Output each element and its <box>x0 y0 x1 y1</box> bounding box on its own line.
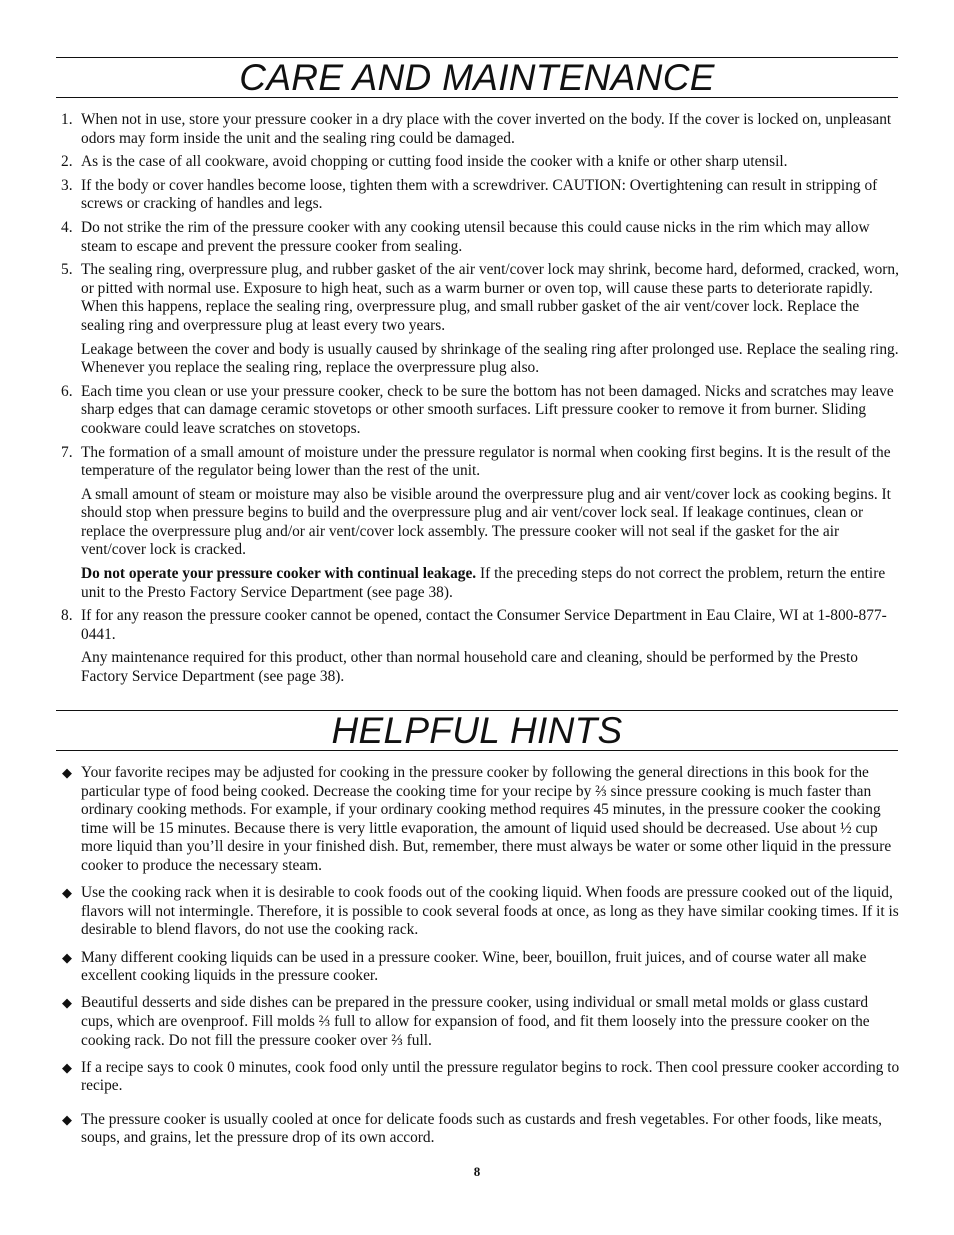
hint-item-4 <box>56 994 902 1050</box>
hint-text: Many different cooking liquids can be used in a pressure cooker. Wine, beer, bouillon, fruit juices, and of course water all make excellent cooking liquids in the pressure cooker. <box>81 948 867 985</box>
care-item-number: 1. <box>61 111 73 128</box>
care-item-extra: Any maintenance required for this product, other than normal household care and cleaning, should be performed by the Presto Factory Service Department (see page 38). <box>81 649 858 686</box>
hint-text: Use the cooking rack when it is desirable to cook foods out of the cooking liquid. When foods are pressure cooked out of the liquid, flavors will not intermingle. Therefore, it is possible to cook several foods at once, as long as they have similar cooking times. If it is desirable to blend flavors, do not use the cooking rack. <box>81 884 899 939</box>
care-item-6 <box>56 383 902 439</box>
page-number: 8 <box>473 1164 481 1179</box>
diamond-bullet-icon: ◆ <box>62 949 72 965</box>
care-item-text: When not in use, store your pressure cooker in a dry place with the cover inverted on the body. If the cover is locked on, unpleasant odors may form inside the unit and the sealing ring could be damaged. <box>81 111 892 147</box>
diamond-bullet-icon: ◆ <box>62 885 72 901</box>
care-list <box>56 111 902 687</box>
care-item-extra: A small amount of steam or moisture may also be visible around the overpressure plug and air vent/cover lock as cooking begins. It should stop when pressure begins to build and the overpressure plug and air vent/cover lock seal. If leakage continues, clean or replace the overpressure plug and/or air vent/cover lock assembly. The pressure cooker will not seal if the gasket for the air vent/cover lock is cracked. <box>81 485 891 559</box>
care-item-number: 5. <box>61 261 73 279</box>
care-item-text: As is the case of all cookware, avoid chopping or cutting food inside the cooker with a knife or other sharp utensil. <box>81 153 788 171</box>
care-item-1 <box>56 111 902 148</box>
care-item-number: 7. <box>61 443 73 461</box>
care-item-text: Do not strike the rim of the pressure cooker with any cooking utensil because this could cause nicks in the rim which may allow steam to escape and prevent the pressure cooker from sealing. <box>81 218 870 255</box>
care-item-text: If the body or cover handles become loose, tighten them with a screwdriver. CAUTION: Overtightening can result in stripping of screws or cracking of handles and legs. <box>81 176 878 213</box>
hint-item-6 <box>56 1111 902 1148</box>
diamond-bullet-icon: ◆ <box>62 1111 72 1127</box>
care-item-text: Each time you clean or use your pressure cooker, check to be sure the bottom has not been damaged. Nicks and scratches may leave sharp edges that can damage ceramic stovetops or other smooth surfaces. Lift pressure cooker to remove it from burner. Sliding cookware could leave scratches on stovetops. <box>81 382 894 437</box>
hint-item-1 <box>56 764 902 876</box>
care-item-number: 6. <box>61 382 73 400</box>
care-title: CARE AND MAINTENANCE <box>239 57 715 98</box>
hints-title: HELPFUL HINTS <box>331 710 623 751</box>
hint-item-2 <box>56 884 902 940</box>
care-item-text: The sealing ring, overpressure plug, and rubber gasket of the air vent/cover lock may shrink, become hard, deformed, cracked, worn, or pitted with normal use. Exposure to high heat, such as a warm burner or oven top, will cause these parts to deteriorate rapidly. When this happens, replace the sealing ring, overpressure plug, and small rubber gasket of the air vent/cover lock. Replace the sealing ring and overpressure plug at least every two years. <box>81 261 899 334</box>
hints-list <box>56 764 902 1148</box>
care-item-8 <box>56 607 902 686</box>
care-warning-rest: If the preceding steps do not correct the problem, return the entire unit to the Presto Factory Service Department (see page 38). <box>81 565 886 601</box>
diamond-bullet-icon: ◆ <box>62 1059 72 1075</box>
care-item-extra: Leakage between the cover and body is usually caused by shrinkage of the sealing ring after prolonged use. Replace the sealing ring. Whenever you replace the sealing ring, replace the overpressure plug also. <box>81 340 899 377</box>
hint-text: Your favorite recipes may be adjusted for cooking in the pressure cooker by following the general directions in this book for the particular type of food being cooked. Decrease the cooking time for your recipe by ⅔ since pressure cooking is much faster than ordinary cooking methods. For example, if your ordinary cooking method requires 45 minutes, in the pressure cooker the cooking time will be 15 minutes. Because there is very little evaporation, the amount of liquid used should be decreased. Use about ½ cup more liquid than you’ll desire in your finished dish. But, remember, there must always be water or some other liquid in the pressure cooker to produce the necessary steam. <box>81 764 892 874</box>
care-item-text: The formation of a small amount of moisture under the pressure regulator is normal when cooking first begins. It is the result of the temperature of the regulator being lower than the rest of the unit. <box>81 443 891 480</box>
care-item-number: 2. <box>61 153 73 171</box>
care-warning-bold: Do not operate your pressure cooker with continual leakage. <box>81 565 477 583</box>
care-item-7 <box>56 444 902 603</box>
hint-text: The pressure cooker is usually cooled at once for delicate foods such as custards and fresh vegetables. For other foods, like meats, soups, and grains, let the pressure drop of its own accord. <box>81 1110 882 1147</box>
diamond-bullet-icon: ◆ <box>62 995 72 1011</box>
care-item-number: 3. <box>61 176 73 194</box>
hint-text: If a recipe says to cook 0 minutes, cook food only until the pressure regulator begins to rock. Then cool pressure cooker according to recipe. <box>81 1058 900 1095</box>
hint-item-5 <box>56 1059 902 1096</box>
diamond-bullet-icon: ◆ <box>62 765 72 780</box>
care-section-header <box>56 57 898 98</box>
care-item-4 <box>56 219 902 256</box>
care-item-5 <box>56 261 902 378</box>
hint-item-3 <box>56 949 902 986</box>
care-item-number: 8. <box>61 607 73 625</box>
hints-section-header <box>56 710 898 751</box>
care-item-warning <box>81 565 902 602</box>
care-item-number: 4. <box>61 218 73 236</box>
care-item-3 <box>56 177 902 214</box>
care-item-2 <box>56 153 902 172</box>
hint-text: Beautiful desserts and side dishes can be prepared in the pressure cooker, using individual or small metal molds or glass custard cups, which are ovenproof. Fill molds ⅔ full to allow for expansion of food, and fit them loosely into the pressure cooker on the cooking rack. Do not fill the pressure cooker over ⅔ full. <box>81 994 870 1049</box>
care-item-text: If for any reason the pressure cooker cannot be opened, contact the Consumer Service Department in Eau Claire, WI at 1-800-877-0441. <box>81 607 887 643</box>
